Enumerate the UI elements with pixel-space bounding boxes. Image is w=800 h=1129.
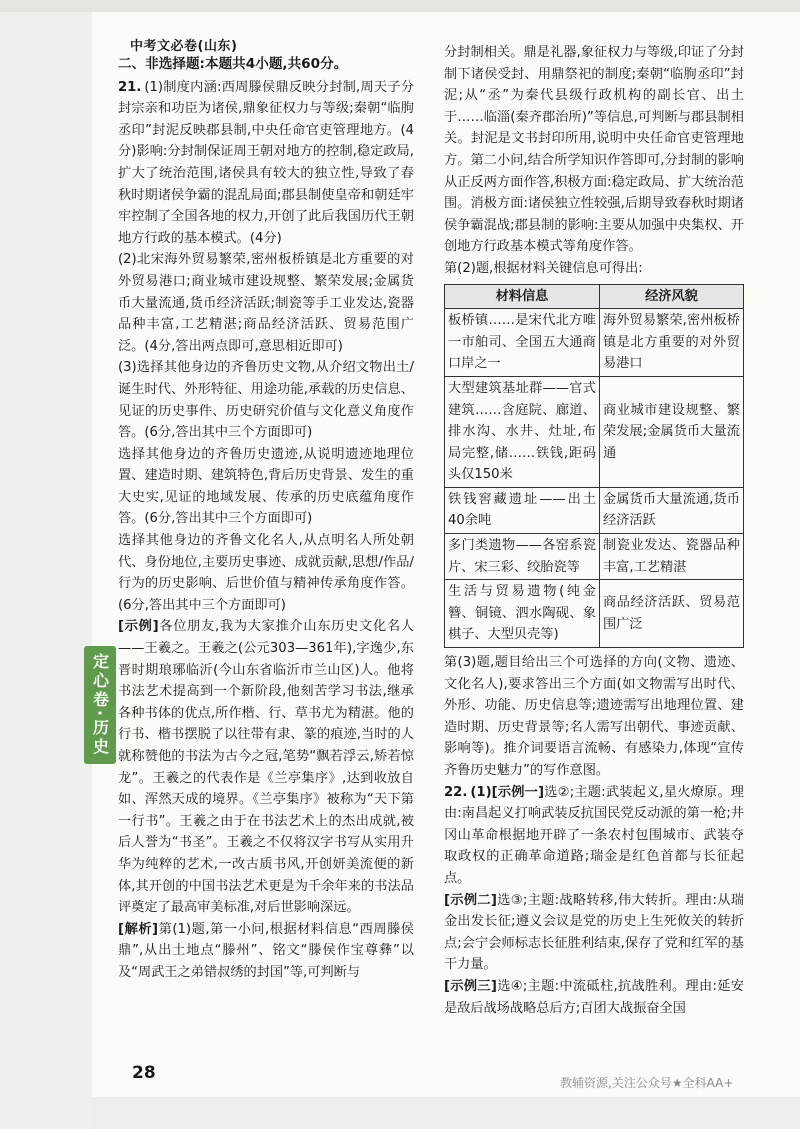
q21-part3-figure: 选择其他身边的齐鲁文化名人,从点明名人所处朝代、身份地位,主要历史事迹、成就贡献,思想/作品/行为的历史影响、后世价值与精神传承角度作答。(6分,答出其中三个方面即可): [118, 533, 414, 613]
table-cell: 生活与贸易遗物(纯金簪、铜镜、泗水陶砚、象棋子、大型贝壳等): [445, 580, 600, 648]
q21-part3-artifact: (3)选择其他身边的齐鲁历史文物,从介绍文物出土/诞生时代、外形特征、用途功能,承载的历史信息、见证的历史事件、历史研究价值与文化意义角度作答。(6分,答出其中三个方面即可): [118, 360, 414, 441]
q22-example2: [444, 890, 744, 976]
table-cell: 制瓷业发达、瓷器品种丰富,工艺精湛: [600, 534, 744, 580]
table-header-info: 材料信息: [445, 284, 600, 309]
analysis-tag: [解析]: [118, 921, 159, 937]
q21-part1: [118, 77, 414, 250]
q22-example2-tag: [示例二]: [444, 892, 497, 908]
table-cell: 铁钱窖藏遗址——出土40余吨: [445, 487, 600, 533]
table-row: [445, 309, 744, 377]
table-cell: 多门类遗物——各窑系瓷片、宋三彩、绞胎瓷等: [445, 534, 600, 580]
q21-part1-text: (1)制度内涵:西周滕侯鼎反映分封制,周天子分封宗亲和功臣为诸侯,鼎象征权力与等级;秦朝“临朐丞印”封泥反映郡县制,中央任命官吏管理地方。(4分)影响:分封制保证周王朝对地方的控制,稳定政局,扩大了统治范围,诸侯具有较大的独立性,导致了春秋时期诸侯争霸的混乱局面;郡县制使皇帝和朝廷牢牢控制了全国各地的权力,开创了此后我国历代王朝地方行政的基本模式。(4分): [118, 79, 414, 246]
table-header-economy: 经济风貌: [600, 284, 744, 309]
running-header: 中考文必卷(山东): [130, 39, 238, 54]
table-cell: 商品经济活跃、贸易范围广泛: [600, 580, 744, 648]
table-intro: 第(2)题,根据材料关键信息可得出:: [444, 260, 643, 276]
q22-number: 22.: [444, 784, 468, 800]
q22-example1-text: 选②;主题:武装起义,星火燎原。理由:南昌起义打响武装反抗国民党反动派的第一枪;井冈山革命根据地开辟了一条农村包围城市、武装夺取政权的正确革命道路;瑞金是红色首都与长征起点。: [444, 784, 744, 886]
q21-part3-site: 选择其他身边的齐鲁历史遗迹,从说明遗迹地理位置、建造时期、建筑特色,背后历史背景、发生的重大史实,见证的地域发展、传承的历史底蕴角度作答。(6分,答出其中三个方面即可): [118, 446, 414, 527]
table-cell: 板桥镇……是宋代北方唯一市舶司、全国五大通商口岸之一: [445, 309, 600, 377]
q21-number: 21.: [118, 79, 142, 95]
page-number: 28: [132, 1063, 156, 1083]
table-row: [445, 580, 744, 648]
table-cell: 大型建筑基址群——官式建筑……含庭院、廊道、排水沟、水井、灶址,布局完整,储……铁钱,距码头仅150米: [445, 376, 600, 487]
example-tag: [示例]: [118, 619, 159, 635]
q21-analysis-start: [118, 919, 414, 984]
left-column: [118, 54, 414, 984]
q21-analysis-continued: 分封制相关。鼎是礼器,象征权力与等级,印证了分封制下诸侯受封、用鼎祭祀的制度;秦朝“临朐丞印”封泥;从“丞”为秦代县级行政机构的副长官、出土于……临淄(秦齐郡治所)”等信息,可判断与郡县制相关。封泥是文书封印所用,说明中央任命官吏管理地方。第二小问,结合所学知识作答即可,分封制的影响从正反两方面作答,积极方面:稳定政局、扩大统治范围。消极方面:诸侯独立性较强,后期导致春秋时期诸侯争霸混战;郡县制的影响:主要从加强中央集权、开创地方行政基本模式等角度作答。: [444, 45, 744, 255]
analysis-left-text: 第(1)题,第一小问,根据材料信息“西周滕侯鼎”,从出土地点“滕州”、铭文“滕侯作宝尊彝”以及“周武王之弟错叔绣的封国”等,可判断与: [118, 921, 414, 980]
table-cell: 金属货币大量流通,货币经济活跃: [600, 487, 744, 533]
q21-example: [118, 616, 414, 918]
q22-example3: [444, 976, 744, 1019]
table-row: [445, 534, 744, 580]
q22-example3-text: 选④;主题:中流砥柱,抗战胜利。理由:延安是敌后战场战略总后方;百团大战振奋全国: [444, 978, 744, 1016]
table-header-row: [445, 284, 744, 309]
top-strip: [0, 0, 800, 12]
side-tab: 定心卷·历史: [84, 646, 116, 764]
info-table: [444, 284, 744, 649]
q22-example3-tag: [示例三]: [444, 978, 497, 994]
q22-example2-text: 选③;主题:战略转移,伟大转折。理由:从瑞金出发长征;遵义会议是党的历史上生死攸关的转折点;会宁会师标志长征胜利结束,保存了党和红军的基干力量。: [444, 892, 744, 973]
binding-margin: [0, 12, 92, 1129]
q22-example1: [444, 782, 744, 890]
table-row: [445, 376, 744, 487]
table-row: [445, 487, 744, 533]
section-title: 二、非选择题:本题共4小题,共60分。: [118, 56, 348, 72]
q22-example1-tag: (1)[示例一]: [470, 784, 545, 800]
watermark-footer: 教辅资源,关注公众号★全科AA+: [560, 1076, 734, 1090]
q21-analysis-part3: 第(3)题,题目给出三个可选择的方向(文物、遗迹、文化名人),要求答出三个方面(如文物需写出时代、外形、功能、历史信息等;遗迹需写出地理位置、建造时期、历史背景等;名人需写出朝代、事迹贡献、影响等)。推介词要语言流畅、有感染力,体现“宣传齐鲁历史魅力”的写作意图。: [444, 655, 744, 778]
q21-part2: (2)北宋海外贸易繁荣,密州板桥镇是北方重要的对外贸易港口;商业城市建设规整、繁荣发展;金属货币大量流通,货币经济活跃;制瓷等手工业发达,瓷器品种丰富,工艺精湛;商品经济活跃、贸易范围广泛。(4分,答出两点即可,意思相近即可): [118, 252, 414, 354]
table-cell: 海外贸易繁荣,密州板桥镇是北方重要的对外贸易港口: [600, 309, 744, 377]
example-text: 各位朋友,我为大家推介山东历史文化名人——王羲之。王羲之(公元303—361年),字逸少,东晋时期琅琊临沂(今山东省临沂市兰山区)人。他将书法艺术提高到一个新阶段,他刻苦学习书法,继承各种书体的优点,所作楷、行、草书尤为精湛。他的行书、楷书摆脱了以往带有隶、篆的痕迹,当时的人就称赞他的书法为古今之冠,笔势“飘若浮云,矫若惊龙”。王羲之的代表作是《兰亭集序》,达到收放自如、浑然天成的境界。《兰亭集序》被称为“天下第一行书”。王羲之由于在书法艺术上的杰出成就,被后人誉为“书圣”。王羲之不仅将汉字书写从实用升华为纯粹的艺术,一改古质书风,开创妍美流便的新体,其开创的中国书法艺术更是为千余年来的书法品评奠定了最高审美标准,对后世影响深远。: [118, 619, 414, 916]
table-cell: 商业城市建设规整、繁荣发展;金属货币大量流通: [600, 376, 744, 487]
right-column: [444, 42, 744, 1019]
